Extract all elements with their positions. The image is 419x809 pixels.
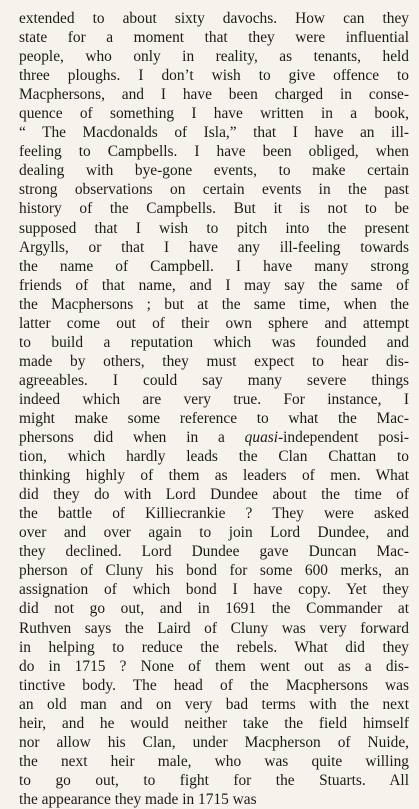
text-line: friends of that name, and I may say the same of (19, 276, 409, 294)
text-line-quasi: phersons did when in a quasi-independent posi- (19, 429, 409, 447)
text-line: the appearance they made in 1715 was (19, 790, 257, 808)
text-line: pherson of Cluny his bond for some 600 merks, an (19, 562, 409, 580)
text-line: history of the Campbells. But it is not to be (19, 200, 409, 218)
text-line: “ The Macdonalds of Isla,” that I have an ill- (19, 124, 409, 142)
text-line: to go out, to fight for the Stuarts. All (19, 771, 409, 789)
text-line: to build a reputation which was founded and (19, 333, 409, 351)
text-line: state for a moment that they were influential (19, 29, 409, 47)
text-line: strong observations on certain events in the past (19, 181, 409, 199)
text-line: might make some reference to what the Mac- (19, 409, 409, 427)
text-line: made by others, they must expect to hear dis- (19, 352, 409, 370)
text-line: do in 1715 ? None of them went out as a dis- (19, 657, 409, 675)
text-line: tion, which hardly leads the Clan Chattan to (19, 448, 409, 466)
text-line: people, who only in reality, as tenants, held (19, 48, 409, 66)
text-line: did not go out, and in 1691 the Commander at (19, 600, 409, 618)
text-line: three ploughs. I don’t wish to give offence to (19, 67, 409, 85)
text-line: Ruthven says the Laird of Cluny was very forward (19, 619, 409, 637)
text-line: tinctive body. The head of the Macphersons was (19, 676, 409, 694)
text-line: Argylls, or that I have any ill-feeling towards (19, 238, 409, 256)
body-text (19, 9, 409, 809)
text-line: the name of Campbell. I have many strong (19, 257, 409, 275)
text-line: thinking highly of them as leaders of men. What (19, 467, 409, 485)
text-line: quence of something I have written in a book, (19, 105, 409, 123)
text-line: the next heir male, who was quite willing (19, 752, 409, 770)
text-line: extended to about sixty davochs. How can they (19, 10, 409, 27)
text-line: an old man and on very bad terms with the next (19, 695, 409, 713)
text-line: over and over again to join Lord Dundee, and (19, 524, 409, 542)
text-line: assignation of which bond I have copy. Yet they (19, 581, 409, 599)
text-line: heir, and he would neither take the field himself (19, 714, 409, 732)
italic-word: quasi (244, 429, 279, 447)
text-line: did they do with Lord Dundee about the time of (19, 486, 409, 504)
text-line: they declined. Lord Dundee gave Duncan Mac- (19, 543, 409, 561)
text-line: Macphersons, and I have been charged in conse- (19, 86, 409, 104)
text-line: the battle of Killiecrankie ? They were asked (19, 505, 409, 523)
text-line: dealing with bye-gone events, to make certain (19, 162, 409, 180)
text-line: nor allow his Clan, under Macpherson of Nuide, (19, 733, 409, 751)
text-line: in helping to reduce the rebels. What did they (19, 638, 409, 656)
text-line: agreeables. I could say many severe things (19, 371, 409, 389)
text-line: supposed that I wish to pitch into the present (19, 219, 409, 237)
text-line: latter come out of their own sphere and attempt (19, 314, 409, 332)
text-line: the Macphersons ; but at the same time, when the (19, 295, 409, 313)
text-line: feeling to Campbells. I have been obliged, when (19, 143, 409, 161)
text-line: indeed which are very true. For instance, I (19, 390, 409, 408)
